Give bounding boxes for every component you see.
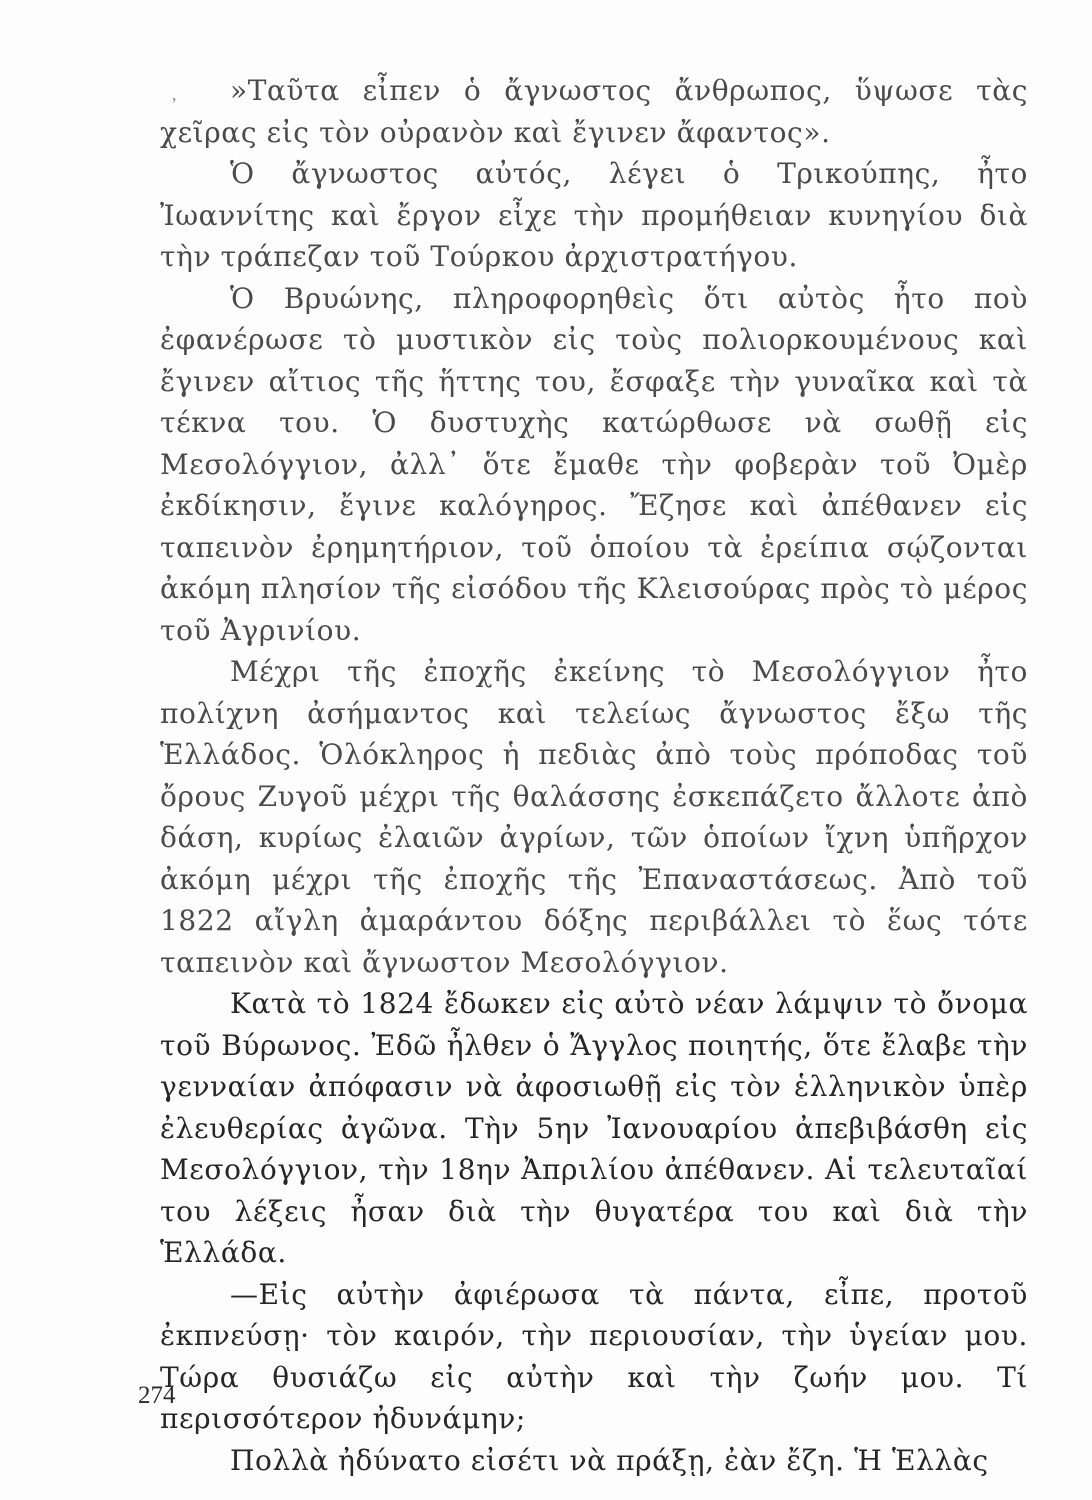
paragraph-4: Μέχρι τῆς ἐποχῆς ἐκείνης τὸ Μεσολόγγιον ἦτο πολίχνη ἀσήμαντος καὶ τελείως ἄγνωστος ἔξω τῆς Ἑλλάδος. Ὁλόκληρος ἡ πεδιὰς ἀπὸ τοὺς πρόποδας τοῦ ὄρους Ζυγοῦ μέχρι τῆς θαλάσσης ἐσκεπάζετο ἄλλοτε ἀπὸ δάση, κυρίως ἐλαιῶν ἀγρίων, τῶν ὁποίων ἴχνη ὑπῆρχον ἀκόμη μέχρι τῆς ἐποχῆς τῆς Ἐπαναστάσεως. Ἀπὸ τοῦ 1822 αἴγλη ἀμαράντου δόξης περιβάλλει τὸ ἕως τότε ταπεινὸν καὶ ἄγνωστον Μεσολόγγιον. — [160, 655, 1028, 979]
paragraph-5: Κατὰ τὸ 1824 ἔδωκεν εἰς αὐτὸ νέαν λάμψιν τὸ ὄνομα τοῦ Βύρωνος. Ἐδῶ ἦλθεν ὁ Ἄγγλος ποιητής, ὅτε ἔλαβε τὴν γενναίαν ἀπόφασιν νὰ ἀφοσιωθῇ εἰς τὸν ἑλληνικὸν ὑπὲρ ἐλευθερίας ἀγῶνα. Τὴν 5ην Ἰανουαρίου ἀπεβιβάσθη εἰς Μεσολόγγιον, τὴν 18ην Ἀπριλίου ἀπέθανεν. Αἱ τελευταῖαί του λέξεις ἦσαν διὰ τὴν θυγατέρα του καὶ διὰ τὴν Ἑλλάδα. — [160, 987, 1028, 1269]
paragraph-1: »Ταῦτα εἶπεν ὁ ἄγνωστος ἄνθρωπος, ὕψωσε τὰς χεῖρας εἰς τὸν οὐρανὸν καὶ ἔγινεν ἄφαντος». — [160, 74, 1028, 149]
paragraph-7: Πολλὰ ἠδύνατο εἰσέτι νὰ πράξῃ, ἐὰν ἔζη. Ἡ Ἑλλὰς — [230, 1443, 989, 1477]
paragraph-2: Ὁ ἄγνωστος αὐτός, λέγει ὁ Τρικούπης, ἦτο Ἰωαννίτης καὶ ἔργον εἶχε τὴν προμήθειαν κυνηγίου διὰ τὴν τράπεζαν τοῦ Τούρκου ἀρχιστρατήγου. — [160, 157, 1028, 273]
page-body-text — [160, 70, 1028, 1481]
paragraph-6: —Εἰς αὐτὴν ἀφιέρωσα τὰ πάντα, εἶπε, προτοῦ ἐκπνεύσῃ· τὸν καιρόν, τὴν περιουσίαν, τὴν ὑγείαν μου. Τώρα θυσιάζω εἰς αὐτὴν καὶ τὴν ζωήν μου. Τί περισσότερον ἠδυνάμην; — [160, 1277, 1028, 1435]
paragraph-3: Ὁ Βρυώνης, πληροφορηθεὶς ὅτι αὐτὸς ἦτο ποὺ ἐφανέρωσε τὸ μυστικὸν εἰς τοὺς πολιορκουμένους καὶ ἔγινεν αἴτιος τῆς ἥττης του, ἔσφαξε τὴν γυναῖκα καὶ τὰ τέκνα του. Ὁ δυστυχὴς κατώρθωσε νὰ σωθῇ εἰς Μεσολόγγιον, ἀλλ᾽ ὅτε ἔμαθε τὴν φοβερὰν τοῦ Ὀμὲρ ἐκδίκησιν, ἔγινε καλόγηρος. Ἔζησε καὶ ἀπέθανεν εἰς ταπεινὸν ἐρημητήριον, τοῦ ὁποίου τὰ ἐρείπια σῴζονται ἀκόμη πλησίον τῆς εἰσόδου τῆς Κλεισούρας πρὸς τὸ μέρος τοῦ Ἀγρινίου. — [160, 281, 1028, 647]
page-number: 274 — [138, 1382, 176, 1409]
margin-mark: , — [172, 84, 177, 104]
